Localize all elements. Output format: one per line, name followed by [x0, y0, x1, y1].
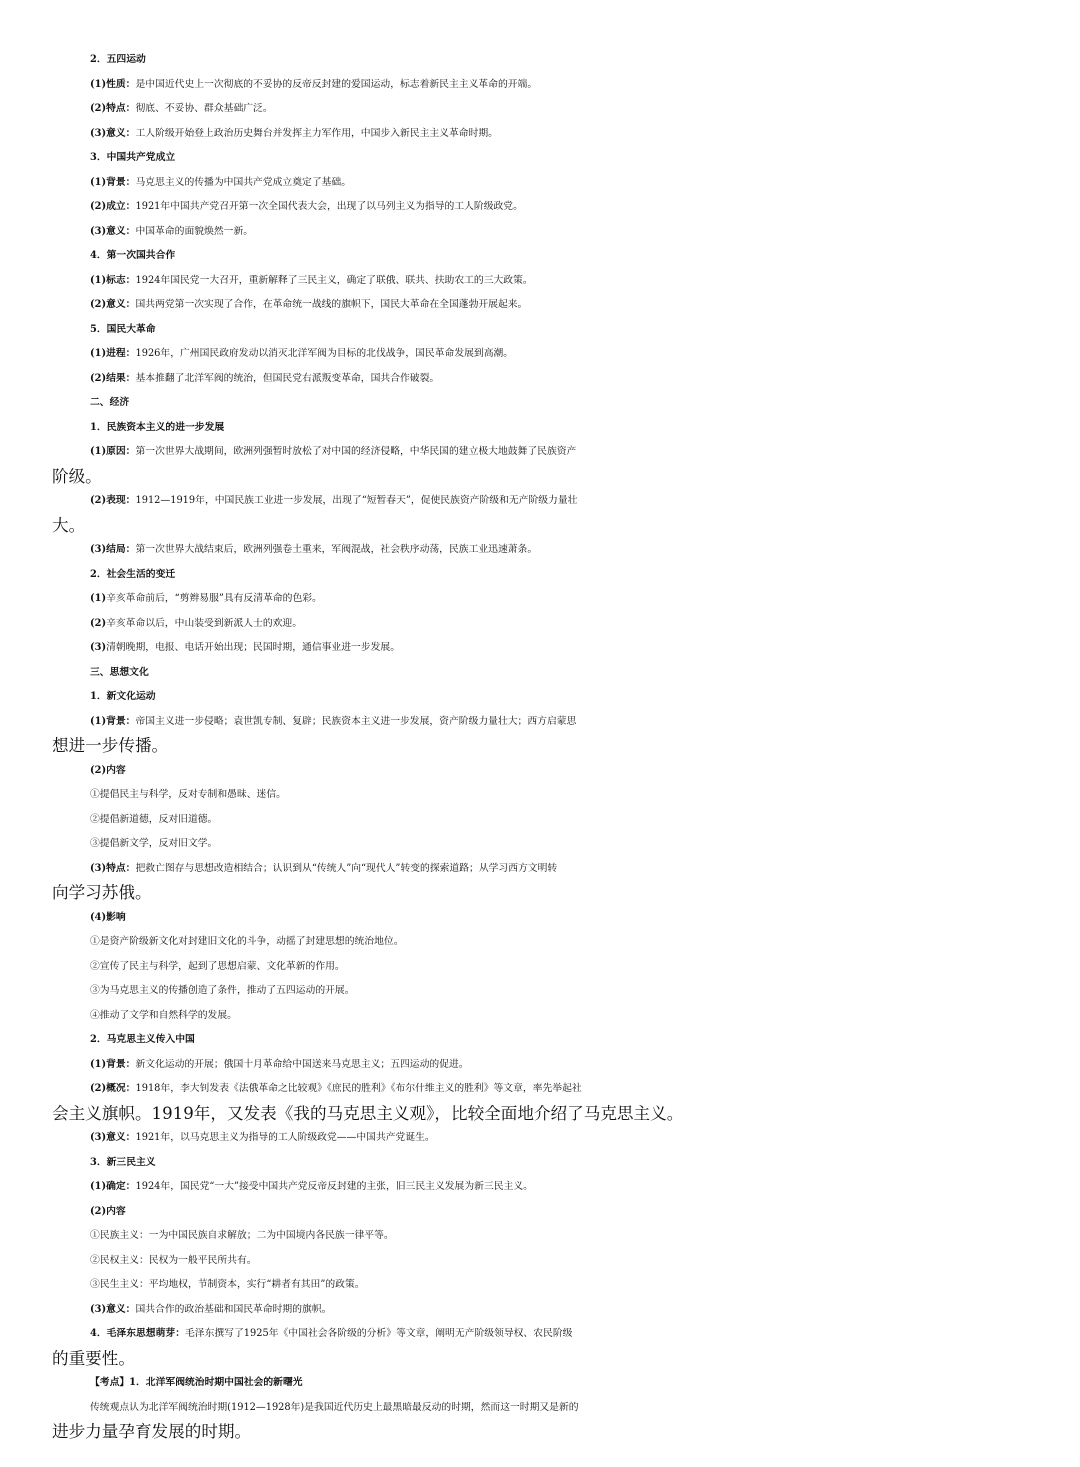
item-label: (2) — [90, 617, 107, 629]
item-text: 辛亥革命前后，“剪辫易服”具有反清革命的色彩。 — [106, 593, 322, 604]
item-text: 大。 — [52, 515, 86, 535]
section-heading — [52, 244, 1030, 269]
paragraph-line — [52, 1273, 1030, 1298]
item-text: 是中国近代史上一次彻底的不妥协的反帝反封建的爱国运动，标志着新民主主义革命的开端。 — [135, 78, 538, 90]
item-text: 国共两党第一次实现了合作，在革命统一战线的旗帜下，国民大革命在全国蓬勃开展起来。 — [135, 299, 528, 310]
item-text: 1924年国民党一大召开，重新解释了三民主义，确定了联俄、联共、扶助农工的三大政策。 — [135, 274, 533, 286]
paragraph-continuation — [52, 1420, 1030, 1445]
paragraph-continuation — [52, 465, 1030, 490]
paragraph-line — [52, 293, 1030, 318]
section-heading — [52, 685, 1030, 710]
heading-text: 1．民族资本主义的进一步发展 — [90, 421, 225, 433]
section-heading — [52, 416, 1030, 441]
heading-text: 2．马克思主义传入中国 — [90, 1034, 195, 1045]
item-text: ①提倡民主与科学，反对专制和愚昧、迷信。 — [90, 789, 286, 800]
paragraph-continuation — [52, 734, 1030, 759]
item-label: (2)表现： — [90, 495, 136, 506]
paragraph-line — [52, 1175, 1030, 1200]
paragraph-continuation — [52, 881, 1030, 906]
item-text: ②民权主义：民权为一般平民所共有。 — [90, 1254, 257, 1266]
paragraph-line — [52, 783, 1030, 808]
section-heading — [52, 1151, 1030, 1176]
item-text: 1918年，李大钊发表《法俄革命之比较观》《庶民的胜利》《布尔什维主义的胜利》等文章，率先举起社 — [135, 1083, 582, 1094]
heading-text: 2．社会生活的变迁 — [90, 568, 176, 580]
item-label: (4)影响 — [90, 911, 126, 923]
item-label: (2)成立： — [90, 201, 136, 212]
item-text: ①民族主义：一为中国民族自求解放；二为中国境内各民族一律平等。 — [90, 1230, 394, 1241]
paragraph-line — [52, 538, 1030, 563]
paragraph-line — [52, 269, 1030, 294]
paragraph-line — [52, 612, 1030, 637]
heading-text: 三、思想文化 — [90, 666, 149, 678]
item-text: 1921年，以马克思主义为指导的工人阶级政党——中国共产党诞生。 — [135, 1132, 435, 1143]
item-text: ②提倡新道德，反对旧道德。 — [90, 813, 218, 825]
item-label: (3)结局： — [90, 544, 136, 555]
item-label: (2)内容 — [90, 764, 126, 776]
paragraph-line — [52, 171, 1030, 196]
item-label: (1)进程： — [90, 348, 136, 359]
heading-text: 5．国民大革命 — [90, 323, 156, 335]
item-label: (1)确定： — [90, 1181, 136, 1192]
item-label: (2)内容 — [90, 1205, 126, 1217]
paragraph-line — [52, 636, 1030, 661]
paragraph-line — [52, 489, 1030, 514]
paragraph-line — [52, 1298, 1030, 1323]
paragraph-line — [52, 587, 1030, 612]
item-text: 的重要性。 — [52, 1348, 135, 1368]
item-text: 第一次世界大战期间，欧洲列强暂时放松了对中国的经济侵略，中华民国的建立极大地鼓舞了民族资产 — [135, 446, 577, 457]
paragraph-line — [52, 97, 1030, 122]
paragraph-line — [52, 1322, 1030, 1347]
item-label: 4．毛泽东思想萌芽： — [90, 1328, 185, 1339]
item-text: 帝国主义进一步侵略；袁世凯专制、复辟；民族资本主义进一步发展，资产阶级力量壮大；西方启蒙思 — [135, 715, 577, 727]
item-text: 辛亥革命以后，中山装受到新派人士的欢迎。 — [106, 617, 303, 629]
item-text: 1912—1919年，中国民族工业进一步发展，出现了“短暂春天”，促使民族资产阶级和无产阶级力量壮 — [135, 495, 578, 506]
heading-text: 【考点】1．北洋军阀统治时期中国社会的新曙光 — [90, 1377, 303, 1388]
paragraph-continuation — [52, 514, 1030, 539]
item-label: (2)概况： — [90, 1083, 136, 1094]
item-label: (1)背景： — [90, 1058, 136, 1070]
paragraph-line — [52, 857, 1030, 882]
paragraph-line — [52, 1249, 1030, 1274]
item-text: 清朝晚期，电报、电话开始出现；民国时期，通信事业进一步发展。 — [106, 642, 400, 653]
item-label: (1)性质： — [90, 78, 136, 90]
paragraph-continuation — [52, 1347, 1030, 1372]
paragraph-line — [52, 832, 1030, 857]
item-text: 第一次世界大战结束后，欧洲列强卷土重来，军阀混战，社会秩序动荡，民族工业迅速萧条。 — [135, 544, 538, 555]
section-heading — [52, 1028, 1030, 1053]
heading-text: 2．五四运动 — [90, 54, 146, 65]
item-label: (3)意义： — [90, 225, 136, 237]
item-text: 向学习苏俄。 — [52, 883, 152, 902]
item-label: (2)结果： — [90, 372, 136, 384]
paragraph-line — [52, 73, 1030, 98]
item-text: 进步力量孕育发展的时期。 — [52, 1422, 252, 1441]
item-text: ③为马克思主义的传播创造了条件，推动了五四运动的开展。 — [90, 985, 355, 996]
paragraph-line — [52, 710, 1030, 735]
item-text: ①是资产阶级新文化对封建旧文化的斗争，动摇了封建思想的统治地位。 — [90, 936, 404, 947]
paragraph-line — [52, 342, 1030, 367]
item-text: 工人阶级开始登上政治历史舞台并发挥主力军作用，中国步入新民主主义革命时期。 — [135, 127, 498, 139]
paragraph-line — [52, 1053, 1030, 1078]
item-text: 彻底、不妥协、群众基础广泛。 — [135, 103, 273, 114]
heading-text: 二、经济 — [90, 397, 130, 408]
item-label: (1)标志： — [90, 274, 136, 286]
item-label: (3)意义： — [90, 1303, 136, 1315]
item-label: (3)特点： — [90, 862, 136, 874]
item-text: 1926年，广州国民政府发动以消灭北洋军阀为目标的北伐战争，国民革命发展到高潮。 — [135, 348, 514, 359]
section-heading — [52, 48, 1030, 73]
item-text: ③提倡新文学，反对旧文学。 — [90, 838, 218, 849]
item-text: 会主义旗帜。1919年，又发表《我的马克思主义观》，比较全面地介绍了马克思主义。 — [52, 1103, 684, 1123]
paragraph-line — [52, 1200, 1030, 1225]
paragraph-line — [52, 122, 1030, 147]
item-text: ④推动了文学和自然科学的发展。 — [90, 1009, 237, 1021]
item-label: (3)意义： — [90, 127, 136, 139]
heading-text: 3．新三民主义 — [90, 1156, 156, 1168]
paragraph-line — [52, 808, 1030, 833]
paragraph-line — [52, 1004, 1030, 1029]
paragraph-line — [52, 367, 1030, 392]
item-label: (1)原因： — [90, 446, 136, 457]
item-text: 基本推翻了北洋军阀的统治，但国民党右派叛变革命，国共合作破裂。 — [135, 372, 440, 384]
item-text: 国共合作的政治基础和国民革命时期的旗帜。 — [135, 1303, 332, 1315]
heading-text: 4．第一次国共合作 — [90, 250, 176, 261]
paragraph-line — [52, 440, 1030, 465]
item-text: ②宣传了民主与科学，起到了思想启蒙、文化革新的作用。 — [90, 960, 345, 972]
item-text: 中国革命的面貌焕然一新。 — [135, 225, 254, 237]
heading-text: 3．中国共产党成立 — [90, 152, 176, 163]
paragraph-line — [52, 930, 1030, 955]
paragraph-line — [52, 1077, 1030, 1102]
section-heading — [52, 661, 1030, 686]
paragraph-line — [52, 1396, 1030, 1421]
item-label: (1)背景： — [90, 176, 136, 188]
item-label: (2)特点： — [90, 103, 136, 114]
paragraph-line — [52, 220, 1030, 245]
item-text: 1921年中国共产党召开第一次全国代表大会，出现了以马列主义为指导的工人阶级政党。 — [135, 201, 523, 212]
item-text: 想进一步传播。 — [52, 736, 169, 755]
item-text: 把救亡图存与思想改造相结合；认识到从“传统人”向“现代人”转变的探索道路；从学习西方文明转 — [135, 862, 558, 874]
section-heading — [52, 146, 1030, 171]
paragraph-line — [52, 195, 1030, 220]
item-text: 1924年，国民党“一大”接受中国共产党反帝反封建的主张，旧三民主义发展为新三民主义。 — [135, 1181, 533, 1192]
item-text: 马克思主义的传播为中国共产党成立奠定了基础。 — [135, 176, 352, 188]
paragraph-line — [52, 906, 1030, 931]
section-heading — [52, 563, 1030, 588]
section-heading — [52, 391, 1030, 416]
item-text: 毛泽东撰写了1925年《中国社会各阶级的分析》等文章，阐明无产阶级领导权、农民阶级 — [185, 1328, 573, 1339]
paragraph-line — [52, 979, 1030, 1004]
item-text: 传统观点认为北洋军阀统治时期(1912—1928年)是我国近代历史上最黑暗最反动的时期，然而这一时期又是新的 — [90, 1401, 579, 1413]
paragraph-line — [52, 955, 1030, 980]
section-heading — [52, 318, 1030, 343]
item-label: (1)背景： — [90, 715, 136, 727]
paragraph-line — [52, 759, 1030, 784]
paragraph-line — [52, 1224, 1030, 1249]
item-text: ③民生主义：平均地权，节制资本，实行“耕者有其田”的政策。 — [90, 1279, 365, 1290]
item-label: (3) — [90, 642, 107, 653]
paragraph-continuation — [52, 1102, 1030, 1127]
heading-text: 1．新文化运动 — [90, 691, 156, 702]
item-text: 阶级。 — [52, 466, 102, 486]
item-label: (1) — [90, 593, 107, 604]
paragraph-line — [52, 1126, 1030, 1151]
section-heading — [52, 1371, 1030, 1396]
item-label: (2)意义： — [90, 299, 136, 310]
item-text: 新文化运动的开展；俄国十月革命给中国送来马克思主义；五四运动的促进。 — [135, 1058, 469, 1070]
item-label: (3)意义： — [90, 1132, 136, 1143]
